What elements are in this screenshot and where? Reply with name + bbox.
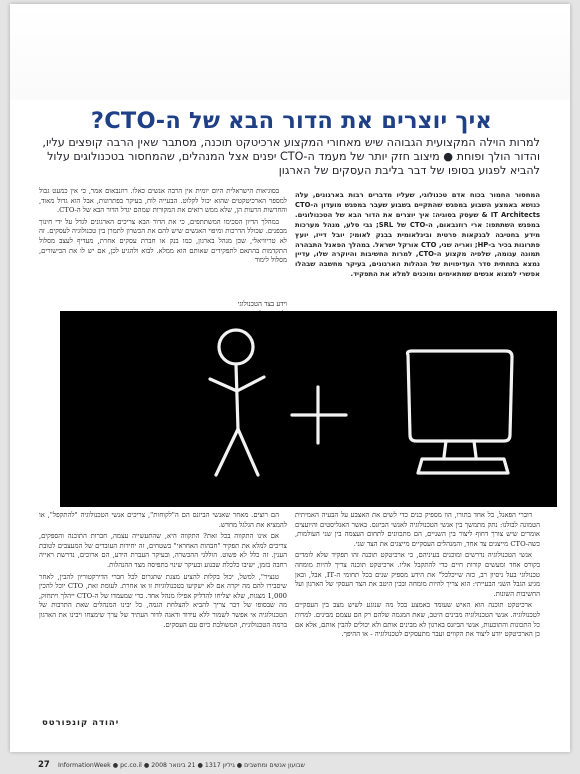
plus-sign (292, 387, 346, 443)
body-paragraph: בסוגיאות הישראלית היום יומית אין הרבה אנשים כאלו. רוזנבאום אמר, כי אין כמעט גבול למספר הארכיטקטים שהוא יכול לקלוט. הבעייה לוח, בעיקר בפתרונות, אבל הוא גדול מאוד, והחדשות הרעות הן, שלא ממש רואים את המקורות שמהם יגדל הדור הבא של ה-CTO. (39, 187, 287, 215)
keyboard (418, 459, 508, 473)
publication-info: שבועון אנשים ומחשבים ● גיליון 1317 ● 21 בינואר 2008 ● InformationWeek ● pc.co.il (58, 762, 305, 769)
lead-paragraph: המחסור החמור בכוח אדם טכנולוגי, שעליו מדברים רבות בארגונים, עלה כנושא באמצע השבוע במפגש שהתקיים בשבוע שעבר במפגש מועדון ה-CTO & IT Architects שעסק בסוגיה: איך יוצרים את הדור הבא של הטכנולוגים. במפגש השתתפו: ארי רוזנבאום, ה-CTO של SRL; גבי סלע, מנהל מערכות מידע בחטיבה לבנקאות פרטית ובינלאומית בבנק לאומי; יובל דייז, יועץ פתרונות בכיר ב-HP; ואריה שני, CTO אורקל ישראל. במהלך הפאנל התבהרה תמונה עגומה, שלפיה מקצוע ה-CTO, למרות החשיבות והיוקרה שלו, עדיין נמצא בתחתית סדר העדיפויות של הנהלות הארגונים, בעיקר מחשבה שבהלו אפשרי למצוא אנשים שמתאימים ומוכנים למלא את התפקיד. (295, 191, 541, 279)
stick-figure-head (219, 330, 253, 364)
page-footer (0, 757, 580, 773)
body-paragraph: הם רוצים. מאחר שאנשי הביזנס הם ה"לקוחות", צריכים אנשי הטכנולוגיה "להתקפל", או להמציא את הגלגל מחדש. (39, 511, 287, 529)
body-paragraph: אנשי הטכנולוגיה נדרשים ומוכנים בעיניהם, כי ארכיטקט תוכנה זהו תפקיד שלא לומדים בקורס אחד ומעשים קורות חיים כדי להתקבל אליו. ארכיטקט תוכנה צריך להיות מומחה טכנולוגי בעל ניסיון רב, כזה שייכלכל" את הידע מספיק שנים בכל תחומי ה-IT, אבל, ובאן מגיע הגבל השני הבעייתי: הוא צריך להיות מומחה ובכין היטב את הצד העסקי של הארגון ועל החשיבות השונות. (295, 551, 540, 598)
monitor-stand (444, 441, 476, 457)
body-column-lower-left (39, 511, 287, 717)
chalkboard-illustration (60, 311, 557, 507)
body-column-top (39, 187, 287, 299)
body-paragraph: ארכיטקט תוכנה הוא האיש שעומד באמצע בכל מה שנוגע לשיש מצב בין העסקיים לטכנולוגיה. אנשי הטכנולוגיה מבינים היטב, שאת המגמה שלהם רק הם עצמם מבינים. למרות כל התכונות והתוכעות, אנשי הביזנס בארגון לא מבינים אותם ולא יכולים להבין אותם, אלא אם כן הארכיטקט יודע ליצור את הקווים ועבר מתעסקים לטכנולוגיה - או ההיפך. (295, 601, 540, 639)
article-sheet (10, 4, 570, 752)
page-number: 27 (38, 760, 50, 770)
body-paragraph: במהלך הדיון הסכימו המשתתפים, כי את הדור הבא צריכים הארגונים לגדל על ידי חינוך מבפנים. שכולל הדרכות ומיפוי האנשים שיש להם את הכשרון לתמרן בין טכנולוגיה לעסקים. זה לא טריוויאלי, שכן מנהל בארגון, כמו בנק או חברת עסקים אחרת, מעדיף לעצב מסלול התקדמות בהתאם לתפקידים שאותם הוא ממלא. לבוא ולהגיע לכן, אם יש לו את הכישורים, מסלול לימוד (39, 217, 287, 265)
author-byline: יהודה קונפורטס (42, 718, 120, 728)
body-paragraph: וידע בצד הטכנולוגי (237, 300, 287, 308)
article-headline: איך יוצרים את הדור הבא של ה-CTO? (90, 108, 492, 134)
body-paragraph: דוברי הפאנל, כל אחד בתורו, הוו מספיק כנים כדי לשים את האצבע על הבעיה האמיתית הטמונה לבולנו: נתק מתמשך בין אנשי הטכנולוגיה לאנשי הביזנס. כאשר האנליסטים והיועצים אומרים שיש צורך דחוף ליצור בין השניים, הם מתכוונים לתחום העצמה בין שני העולמות, כשה-CTO מייצגים צד אחד, והמנהלים העסקיים מייצגים את הצד שני. (295, 511, 540, 548)
monitor-screen (408, 351, 513, 441)
top-margin (10, 4, 570, 100)
article-deck: למרות הוילה המקצועית הגבוהה שיש מאחורי המקצוע ארכיטקט תוכנה, מסתבר שאין הרבה קופצים עליו, והדור הולך ופוחת ● מיצוב חזק יותר של מעמד ה-CTO יפנים אצל המנהלים, שהמחסור בטכנולוגים עלול להביא לפגוע בסופו של דבר בליבת העסקים של הארגון (42, 136, 540, 178)
body-paragraph: טנציר", למשל, יכול בקלות להציע מצגת שתגרום לכל חברי הדירקטוריון להבין, לאחר שיסבירו להם מה יקרה אם לא ישקיעו בטכנולוגיות זו או אחרת. לעומת זאת, CTO יוכל להכין 1,000 מצגות, שלא יצליחו להדליק אפילו מנהל אחד. כדי שמעמדו של ה-CTO ייהלך ויתחזק, מה שבסופו של דבר צריך להביא להצלחת הגמה, כל יבינו המנהלים שאת התרבות של הטכנולוגיה אי אפשר לשמור ללא עידוד ודאגה לדור העתיד של ערך שימצחו ויבינו את הארגון ברמה הטכנולוגית, המשולבת כיום עם העסקים. (39, 572, 288, 629)
body-column-lower-right (295, 511, 540, 741)
chalk-drawing (60, 311, 557, 507)
stick-figure-legs (216, 429, 258, 475)
body-paragraph: אם אינו התקווה בכל זאת? התקווה היא, שהתעשייה עצמה, חברות התוכנה והספקים, צריכים למלא את תפקיד "חבהות האחראי" בשטחים, זה יחידות העובדים של המעצבים לטובת הענין. זה כלל לא פשוט. הוללני ההכשרה, ובעיקר העברת הידע, הם ארוכים, נדרשת ראייה רחבה בזמן, ישיבו כלכלת שבנוע ובעיקר שינוי בתפיסה מצד ההנהלות. (39, 532, 287, 569)
stick-figure-body (236, 365, 238, 429)
